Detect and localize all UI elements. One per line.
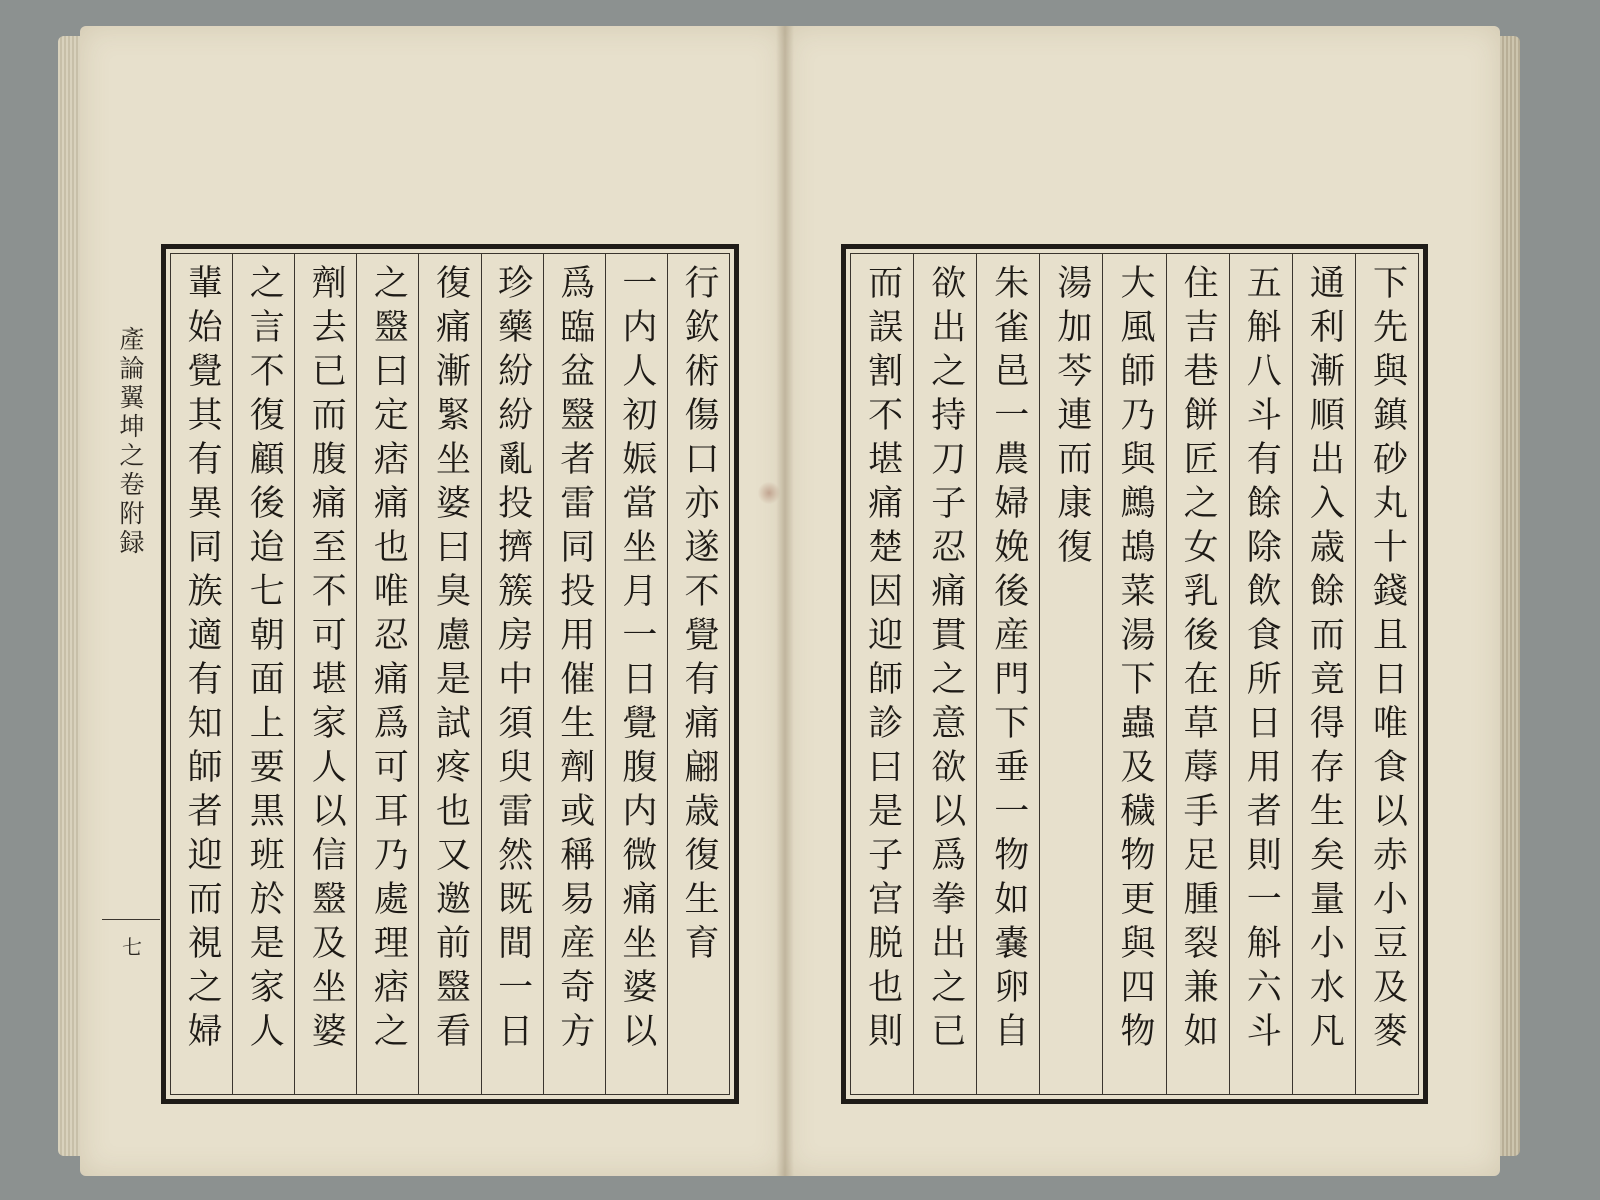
text-column: 下先與鎮砂丸十錢且日唯食以赤小豆及麥 xyxy=(1355,254,1418,1094)
text-column: 珍藥紛紛亂投擠簇房中須臾雷然既間一日 xyxy=(481,254,543,1094)
text-column: 行欽術傷口亦遂不覺有痛翩歳復生育 xyxy=(667,254,729,1094)
right-text-columns xyxy=(850,253,1419,1095)
text-column: 之毉曰定痞痛也唯忍痛爲可耳乃處理痞之 xyxy=(356,254,418,1094)
margin-title: 產論翼坤之卷附録 xyxy=(116,326,145,558)
folio-divider xyxy=(102,919,160,920)
page-edges-right xyxy=(1500,36,1520,1156)
text-column: 欲出之持刀子忍痛貫之意欲以爲拳出之已 xyxy=(913,254,976,1094)
text-column: 朱雀邑一農婦娩後産門下垂一物如嚢卵自 xyxy=(976,254,1039,1094)
text-column: 通利漸順出入歳餘而竟得存生矣量小水凡 xyxy=(1292,254,1355,1094)
text-column: 復痛漸緊坐婆曰臭慮是試疼也又邀前毉看 xyxy=(418,254,480,1094)
text-column: 劑去已而腹痛至不可堪家人以信毉及坐婆 xyxy=(294,254,356,1094)
left-text-frame xyxy=(161,244,739,1104)
text-column: 而誤割不堪痛楚因迎師診曰是子宫脱也則 xyxy=(862,264,903,1056)
left-text-columns xyxy=(170,253,730,1095)
text-column: 五斛八斗有餘除飲食所日用者則一斛六斗 xyxy=(1229,254,1292,1094)
text-column: 輩始覺其有異同族適有知師者迎而視之婦 xyxy=(182,264,223,1056)
text-column: 一内人初娠當坐月一日覺腹内微痛坐婆以 xyxy=(605,254,667,1094)
right-text-frame xyxy=(841,244,1428,1104)
left-page xyxy=(80,26,785,1176)
text-column: 住吉巷餅匠之女乳後在草蓐手足腫裂兼如 xyxy=(1166,254,1229,1094)
paper-stain xyxy=(758,481,780,505)
open-book xyxy=(58,26,1520,1176)
text-column: 爲臨盆毉者雷同投用催生劑或稱易産奇方 xyxy=(543,254,605,1094)
book-gutter xyxy=(776,26,794,1176)
text-column: 大風師乃與鷓鴣菜湯下蟲及穢物更與四物 xyxy=(1102,254,1165,1094)
text-column: 之言不復顧後迨七朝面上要黒班於是家人 xyxy=(232,254,294,1094)
folio-number: 七 xyxy=(122,935,142,959)
right-page xyxy=(785,26,1500,1176)
text-column: 湯加芩連而康復 xyxy=(1039,254,1102,1094)
